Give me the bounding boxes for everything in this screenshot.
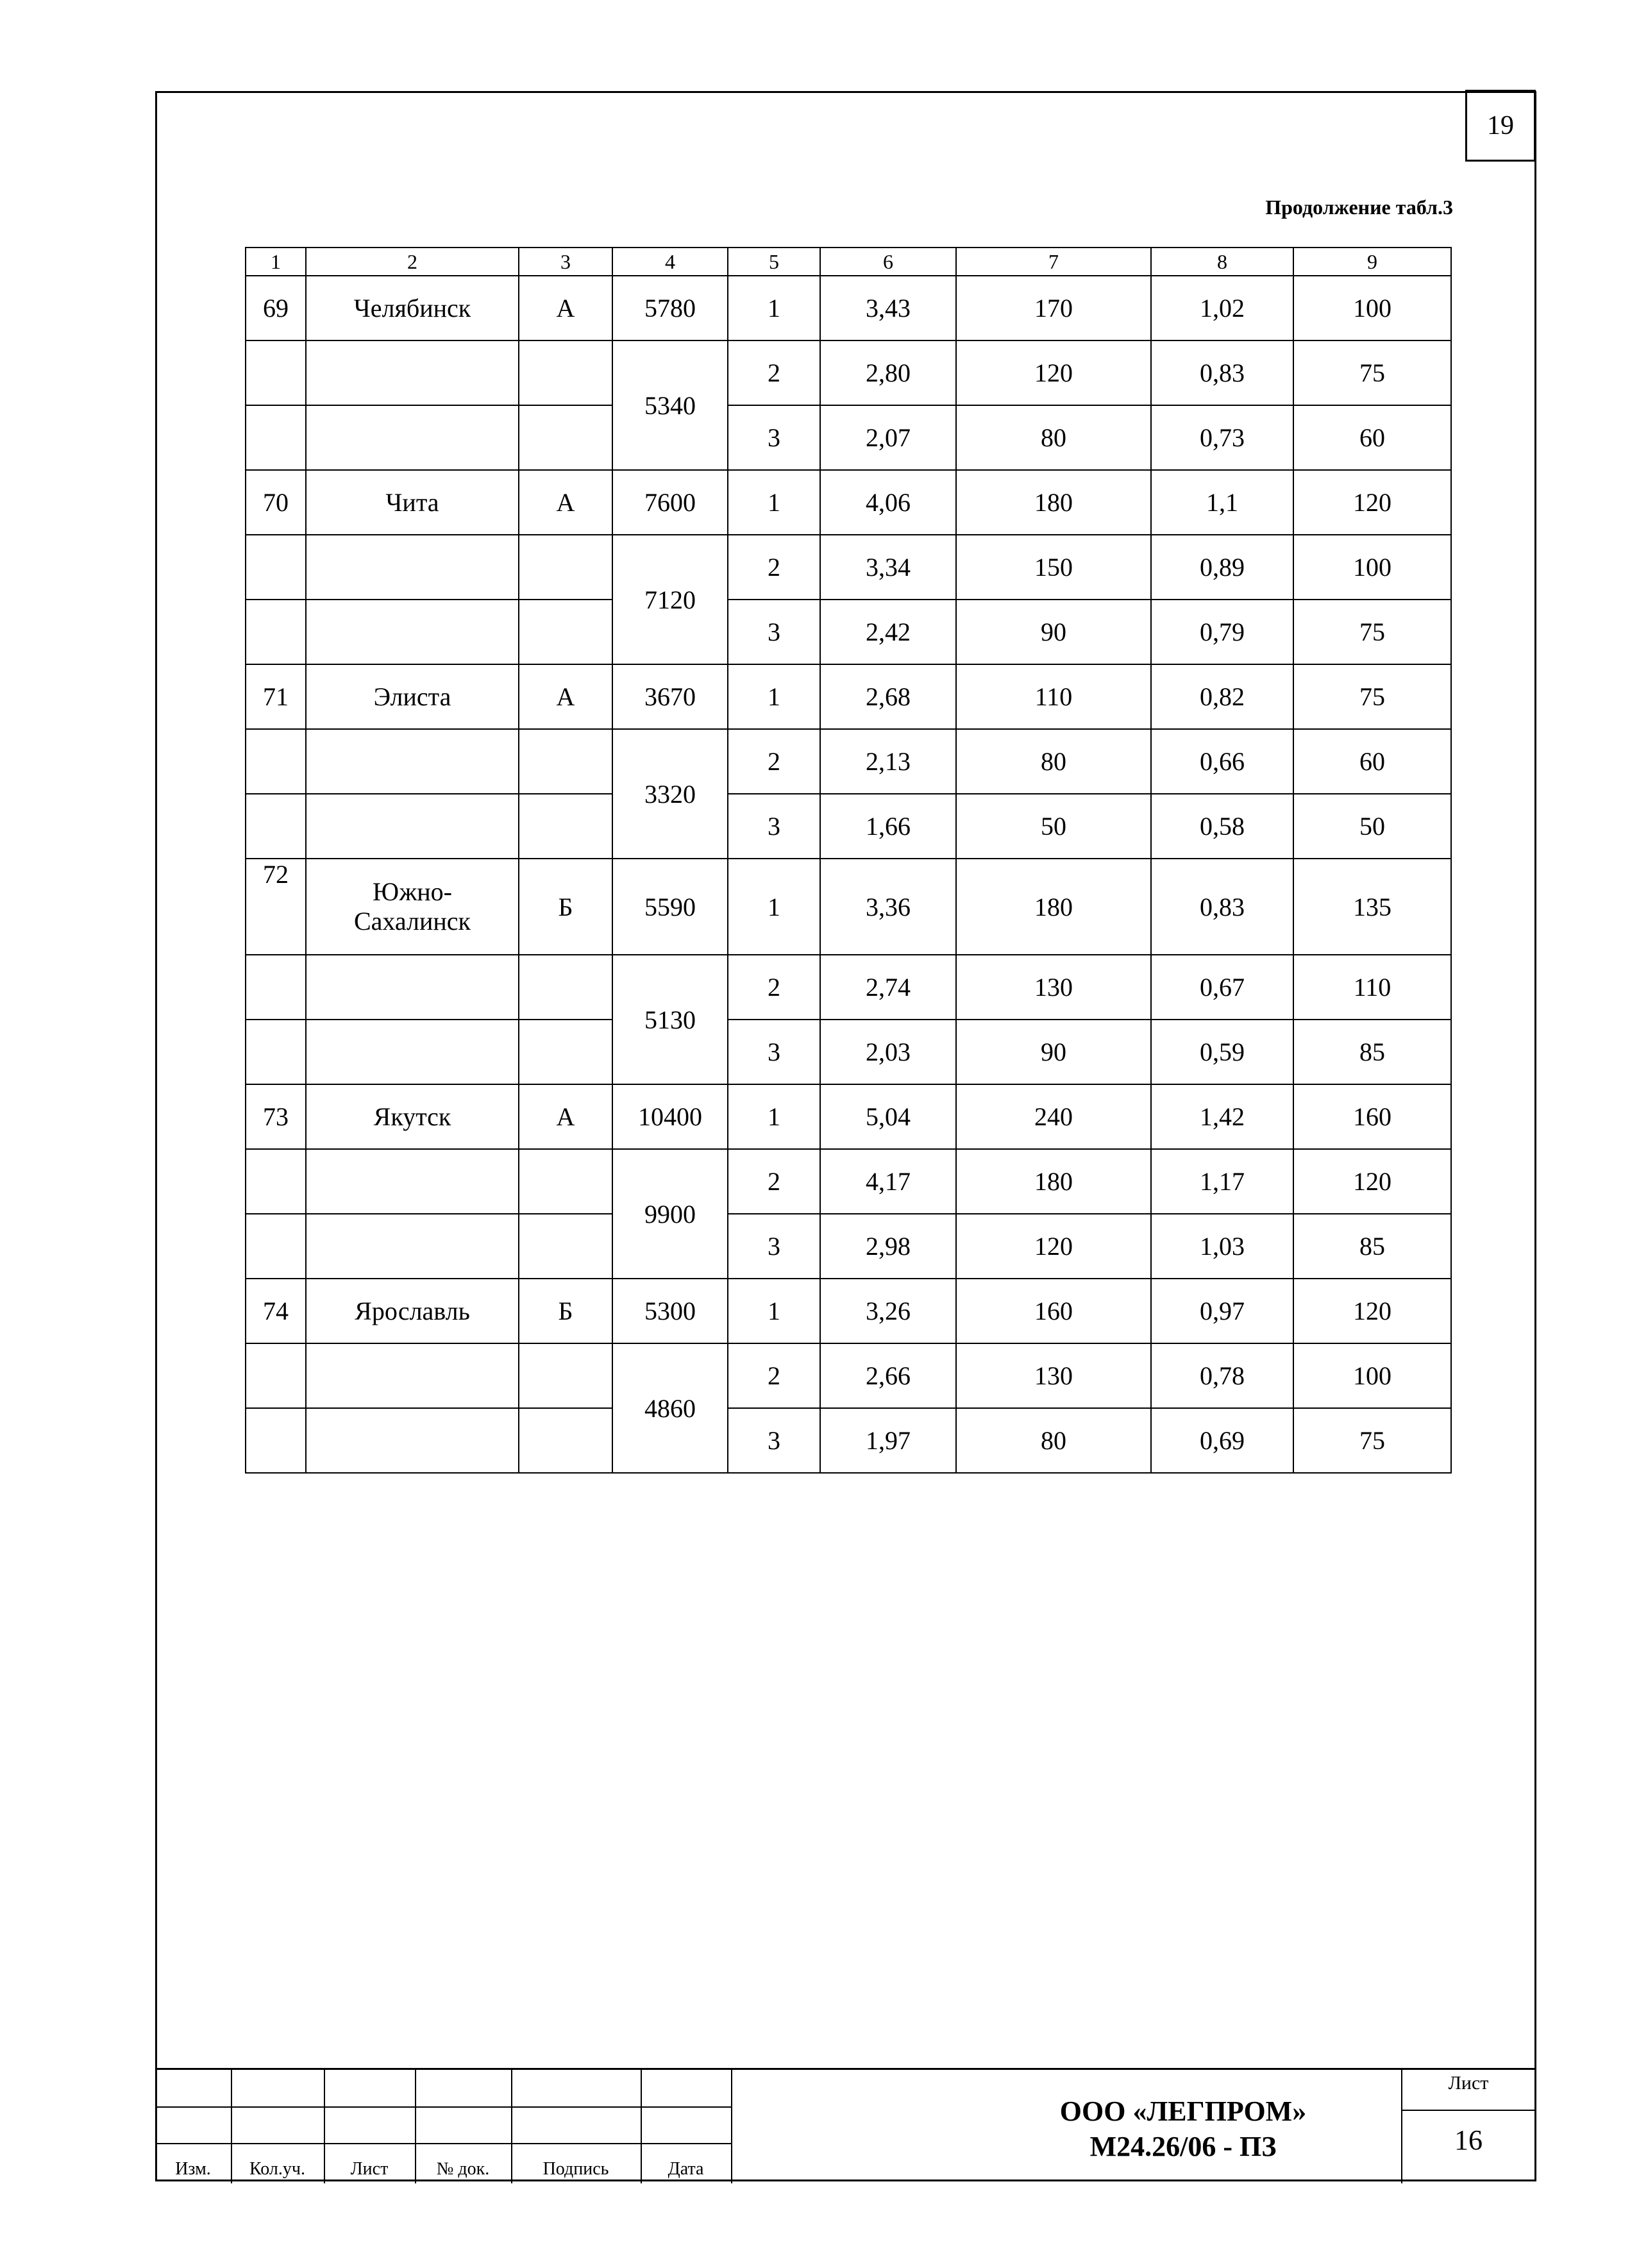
cell: 0,69 xyxy=(1151,1408,1293,1473)
city-name-line-1: Южно- xyxy=(373,877,452,906)
cell: 3 xyxy=(728,600,820,664)
label-list: Лист xyxy=(350,2159,389,2179)
cell: 0,58 xyxy=(1151,794,1293,859)
empty-cell xyxy=(246,729,306,794)
cell: 3 xyxy=(728,405,820,470)
cell: 100 xyxy=(1293,276,1451,340)
cell: 1,02 xyxy=(1151,276,1293,340)
label-izm: Изм. xyxy=(175,2159,211,2179)
cell: 3 xyxy=(728,1214,820,1279)
table-row xyxy=(246,664,1451,729)
cell: 2 xyxy=(728,955,820,1020)
empty-cell xyxy=(246,1214,306,1279)
header-cell: 7 xyxy=(956,248,1151,276)
city-value-4: 3320 xyxy=(612,729,728,859)
document-code: М24.26/06 - ПЗ xyxy=(1089,2131,1277,2162)
empty-cell xyxy=(519,1343,612,1408)
cell: 90 xyxy=(956,1020,1151,1084)
empty-cell xyxy=(519,955,612,1020)
cell: 2,03 xyxy=(820,1020,956,1084)
cell: 1 xyxy=(728,664,820,729)
cell: 85 xyxy=(1293,1214,1451,1279)
empty-cell xyxy=(306,955,519,1020)
table-row xyxy=(246,1408,1451,1473)
city-name-line-2: Сахалинск xyxy=(354,907,471,936)
table-row xyxy=(246,1084,1451,1149)
cell: 0,83 xyxy=(1151,340,1293,405)
cell: 80 xyxy=(956,729,1151,794)
header-cell: 8 xyxy=(1151,248,1293,276)
cell: 1,03 xyxy=(1151,1214,1293,1279)
empty-cell xyxy=(246,955,306,1020)
table-row xyxy=(246,1343,1451,1408)
cell: 2,42 xyxy=(820,600,956,664)
cell: 120 xyxy=(1293,470,1451,535)
city-value-4: 5340 xyxy=(612,340,728,470)
table-row xyxy=(246,1214,1451,1279)
cell: 3,26 xyxy=(820,1279,956,1343)
cell: 180 xyxy=(956,1149,1151,1214)
empty-cell xyxy=(519,600,612,664)
city-value-4: 5590 xyxy=(612,859,728,955)
empty-cell xyxy=(519,794,612,859)
table-row xyxy=(246,1020,1451,1084)
table-row xyxy=(246,1149,1451,1214)
cell: 0,66 xyxy=(1151,729,1293,794)
header-row xyxy=(246,248,1451,276)
city-zone: А xyxy=(519,664,612,729)
table-row xyxy=(246,600,1451,664)
city-name: Якутск xyxy=(306,1084,519,1149)
city-value-4: 5780 xyxy=(612,276,728,340)
cell: 130 xyxy=(956,1343,1151,1408)
cell: 100 xyxy=(1293,1343,1451,1408)
empty-cell xyxy=(306,729,519,794)
label-kol-uch: Кол.уч. xyxy=(249,2159,305,2179)
city-number: 73 xyxy=(246,1084,306,1149)
empty-cell xyxy=(519,1408,612,1473)
city-zone: Б xyxy=(519,1279,612,1343)
organization-block xyxy=(878,2094,1488,2164)
header-cell: 1 xyxy=(246,248,306,276)
empty-cell xyxy=(306,1214,519,1279)
cell: 0,82 xyxy=(1151,664,1293,729)
header-cell: 2 xyxy=(306,248,519,276)
table-row xyxy=(246,794,1451,859)
city-number: 74 xyxy=(246,1279,306,1343)
city-name: Чита xyxy=(306,470,519,535)
city-name: Челябинск xyxy=(306,276,519,340)
cell: 240 xyxy=(956,1084,1151,1149)
cell: 1,42 xyxy=(1151,1084,1293,1149)
cell: 4,06 xyxy=(820,470,956,535)
empty-cell xyxy=(246,405,306,470)
table-row xyxy=(246,955,1451,1020)
empty-cell xyxy=(519,1214,612,1279)
empty-cell xyxy=(519,1149,612,1214)
empty-cell xyxy=(246,1408,306,1473)
cell: 160 xyxy=(956,1279,1151,1343)
empty-cell xyxy=(519,405,612,470)
cell: 0,67 xyxy=(1151,955,1293,1020)
cell: 2 xyxy=(728,729,820,794)
cell: 110 xyxy=(1293,955,1451,1020)
header-cell: 6 xyxy=(820,248,956,276)
title-block-row-line xyxy=(155,2106,732,2108)
empty-cell xyxy=(246,340,306,405)
table-row xyxy=(246,470,1451,535)
cell: 180 xyxy=(956,470,1151,535)
cell: 85 xyxy=(1293,1020,1451,1084)
empty-cell xyxy=(519,1020,612,1084)
empty-cell xyxy=(306,1020,519,1084)
cell: 110 xyxy=(956,664,1151,729)
empty-cell xyxy=(519,729,612,794)
cell: 3 xyxy=(728,1020,820,1084)
table-row xyxy=(246,276,1451,340)
cell: 180 xyxy=(956,859,1151,955)
empty-cell xyxy=(306,535,519,600)
cell: 0,59 xyxy=(1151,1020,1293,1084)
cell: 2,80 xyxy=(820,340,956,405)
table-row xyxy=(246,535,1451,600)
cell: 3 xyxy=(728,794,820,859)
title-block-divider xyxy=(731,2070,732,2183)
empty-cell xyxy=(519,535,612,600)
city-name: Элиста xyxy=(306,664,519,729)
city-zone: А xyxy=(519,276,612,340)
header-cell: 9 xyxy=(1293,248,1451,276)
cell: 5,04 xyxy=(820,1084,956,1149)
empty-cell xyxy=(306,340,519,405)
cell: 2 xyxy=(728,1149,820,1214)
cell: 0,78 xyxy=(1151,1343,1293,1408)
cell: 2 xyxy=(728,340,820,405)
empty-cell xyxy=(306,1149,519,1214)
sheet-label: Лист xyxy=(1448,2072,1489,2094)
city-number: 70 xyxy=(246,470,306,535)
table-row xyxy=(246,859,1451,955)
header-cell: 3 xyxy=(519,248,612,276)
table-row xyxy=(246,729,1451,794)
city-value-4: 7600 xyxy=(612,470,728,535)
cell: 100 xyxy=(1293,535,1451,600)
label-doc-number: № док. xyxy=(436,2159,490,2179)
cell: 1 xyxy=(728,470,820,535)
cell: 120 xyxy=(956,340,1151,405)
cell: 120 xyxy=(1293,1149,1451,1214)
city-value-4: 10400 xyxy=(612,1084,728,1149)
cell: 75 xyxy=(1293,340,1451,405)
empty-cell xyxy=(306,405,519,470)
empty-cell xyxy=(246,1343,306,1408)
empty-cell xyxy=(306,1408,519,1473)
table-caption: Продолжение табл.3 xyxy=(1265,196,1453,219)
label-signature: Подпись xyxy=(542,2159,609,2179)
cell: 1,1 xyxy=(1151,470,1293,535)
cell: 50 xyxy=(956,794,1151,859)
header-cell: 4 xyxy=(612,248,728,276)
cell: 160 xyxy=(1293,1084,1451,1149)
cell: 120 xyxy=(1293,1279,1451,1343)
empty-cell xyxy=(306,794,519,859)
empty-cell xyxy=(306,600,519,664)
city-value-4: 7120 xyxy=(612,535,728,664)
city-name: Ярославль xyxy=(306,1279,519,1343)
cell: 2,13 xyxy=(820,729,956,794)
cell: 3 xyxy=(728,1408,820,1473)
empty-cell xyxy=(246,535,306,600)
cell: 170 xyxy=(956,276,1151,340)
cell: 90 xyxy=(956,600,1151,664)
empty-cell xyxy=(246,600,306,664)
cell: 0,73 xyxy=(1151,405,1293,470)
cell: 80 xyxy=(956,1408,1151,1473)
title-block-row-line xyxy=(155,2143,732,2144)
cell: 4,17 xyxy=(820,1149,956,1214)
cell: 0,83 xyxy=(1151,859,1293,955)
city-name xyxy=(306,859,519,955)
cell: 2 xyxy=(728,535,820,600)
empty-cell xyxy=(519,340,612,405)
cell: 135 xyxy=(1293,859,1451,955)
city-value-4: 4860 xyxy=(612,1343,728,1473)
cell: 2 xyxy=(728,1343,820,1408)
city-number: 72 xyxy=(246,859,306,955)
cell: 1 xyxy=(728,1084,820,1149)
cell: 60 xyxy=(1293,405,1451,470)
city-value-4: 9900 xyxy=(612,1149,728,1279)
sheet-number: 16 xyxy=(1454,2124,1483,2156)
city-zone: Б xyxy=(519,859,612,955)
header-cell: 5 xyxy=(728,248,820,276)
cell: 0,89 xyxy=(1151,535,1293,600)
cell: 1 xyxy=(728,1279,820,1343)
city-value-4: 3670 xyxy=(612,664,728,729)
cell: 75 xyxy=(1293,664,1451,729)
table-row xyxy=(246,340,1451,405)
empty-cell xyxy=(306,1343,519,1408)
data-table xyxy=(245,247,1452,1474)
cell: 0,79 xyxy=(1151,600,1293,664)
cell: 130 xyxy=(956,955,1151,1020)
cell: 50 xyxy=(1293,794,1451,859)
cell: 120 xyxy=(956,1214,1151,1279)
organization-name: ООО «ЛЕГПРОМ» xyxy=(1059,2096,1307,2127)
cell: 150 xyxy=(956,535,1151,600)
city-value-4: 5130 xyxy=(612,955,728,1084)
table-row xyxy=(246,1279,1451,1343)
sheet-separator xyxy=(1401,2110,1536,2111)
empty-cell xyxy=(246,1020,306,1084)
cell: 2,74 xyxy=(820,955,956,1020)
cell: 2,98 xyxy=(820,1214,956,1279)
cell: 3,36 xyxy=(820,859,956,955)
cell: 1,66 xyxy=(820,794,956,859)
cell: 2,66 xyxy=(820,1343,956,1408)
city-number: 71 xyxy=(246,664,306,729)
cell: 60 xyxy=(1293,729,1451,794)
cell: 75 xyxy=(1293,600,1451,664)
cell: 1,97 xyxy=(820,1408,956,1473)
label-date: Дата xyxy=(668,2159,704,2179)
cell: 0,97 xyxy=(1151,1279,1293,1343)
city-number: 69 xyxy=(246,276,306,340)
table-row xyxy=(246,405,1451,470)
city-zone: А xyxy=(519,1084,612,1149)
cell: 1 xyxy=(728,859,820,955)
cell: 80 xyxy=(956,405,1151,470)
empty-cell xyxy=(246,1149,306,1214)
city-zone: А xyxy=(519,470,612,535)
cell: 1 xyxy=(728,276,820,340)
cell: 1,17 xyxy=(1151,1149,1293,1214)
city-value-4: 5300 xyxy=(612,1279,728,1343)
cell: 3,34 xyxy=(820,535,956,600)
page-number: 19 xyxy=(1465,90,1536,162)
empty-cell xyxy=(246,794,306,859)
cell: 2,07 xyxy=(820,405,956,470)
cell: 75 xyxy=(1293,1408,1451,1473)
cell: 2,68 xyxy=(820,664,956,729)
cell: 3,43 xyxy=(820,276,956,340)
